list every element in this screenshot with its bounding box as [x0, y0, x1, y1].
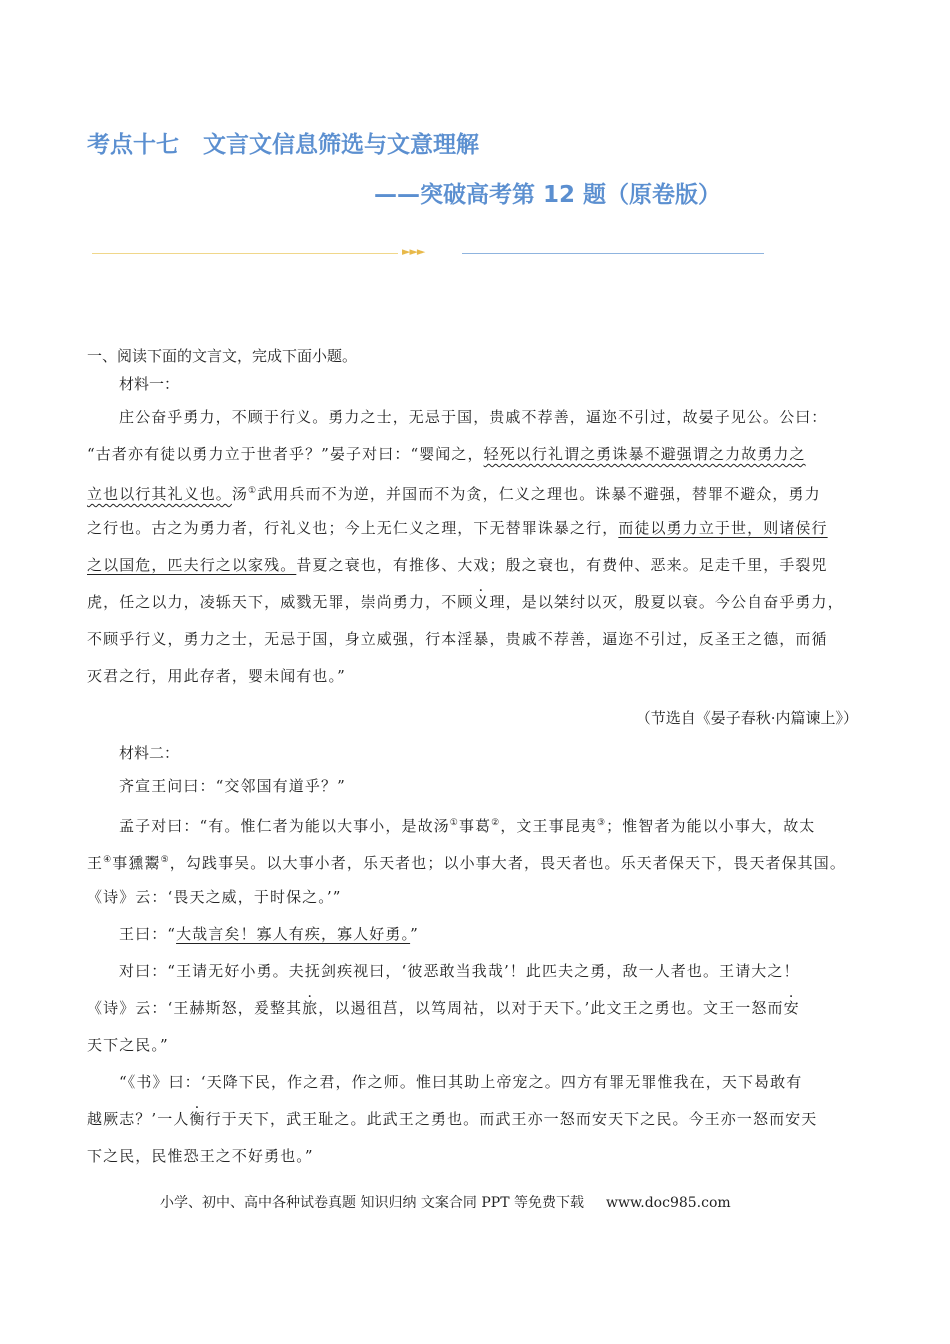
m2-line-2 [119, 813, 815, 836]
m2-line-7 [87, 998, 800, 1018]
m2-line-1: 齐宣王问曰：“交邻国有道乎？” [119, 777, 346, 795]
note-2: ② [491, 818, 501, 828]
m2-l5a: 王曰：“ [119, 925, 177, 943]
arrows-icon: ►►► [402, 245, 425, 258]
m2-l5c: ” [410, 925, 419, 943]
m1-line-5 [87, 555, 828, 575]
m1-line-8: 灭君之行，用此存者，婴未闻有也。” [87, 667, 346, 685]
question-heading: 一、阅读下面的文言文，完成下面小题。 [87, 347, 358, 365]
m1-l6c: 理 [489, 593, 506, 611]
m1-l2a: “古者亦有徒以勇力立于世者乎？”晏子对曰：“婴闻之， [87, 445, 484, 463]
m1-l3b: 汤 [231, 485, 249, 503]
m2-l3a: 王 [87, 854, 104, 872]
title-part2: 文言文信息筛选与文意理解 [203, 132, 479, 158]
note-4: ④ [103, 855, 113, 865]
m1-line-3 [87, 481, 821, 504]
note-1: ① [248, 486, 258, 496]
divider-right [462, 253, 764, 254]
material1-source: （节选自《晏子春秋·内篇谏上》） [635, 709, 858, 727]
m2-l10c: 行于天下，武王耻之。此武王之勇也。而武王亦一怒而安天下之民。今王亦一怒而安天 [205, 1110, 818, 1128]
m2-l7a: 《诗》云：‘王赫斯怒，爰整其 [87, 999, 303, 1017]
m2-l2b: 事葛 [458, 817, 492, 835]
page-subtitle: ——突破高考第 12 题（原卷版） [374, 182, 722, 208]
m1-line-7: 不顾乎行义，勇力之士，无忌于国，身立威强，行本淫暴，贵戚不荐善，逼迩不引过，反圣王之德，而循 [87, 630, 828, 648]
material2-label: 材料二： [119, 744, 180, 762]
m2-line-6: 对曰：“王请无好小勇。夫抚剑疾视曰，‘彼恶敢当我哉’！此匹夫之勇，敌一人者也。王请大之！ [119, 962, 800, 980]
m2-l2d: ；惟智者为能以小事大，故太 [606, 817, 816, 835]
title-part1: 考点十七 [87, 132, 179, 158]
m2-line-4: 《诗》云：‘畏天之威，于时保之。’” [87, 888, 342, 906]
m1-line-1: 庄公奋乎勇力，不顾于行义。勇力之士，无忌于国，贵戚不荐善，逼迩不引过，故晏子见公。公曰： [119, 408, 828, 426]
page-title [87, 126, 479, 159]
m1-underlined-sentence: 而徒以勇力立于世，则诸侯行 [618, 519, 828, 537]
m2-line-8: 天下之民。” [87, 1036, 169, 1054]
dotted-char: 衡 [189, 1110, 206, 1128]
note-3: ③ [596, 818, 607, 828]
m1-line-4 [87, 518, 828, 538]
note-5: ⑤ [160, 855, 170, 865]
note-1: ① [449, 818, 459, 828]
m2-line-3 [87, 850, 846, 873]
m1-l6d: ，是以桀纣以灭，殷夏以衰。今公自奋乎勇力， [505, 593, 844, 611]
m1-underlined-end: 之以国危，匹夫行之以家残。 [87, 556, 297, 574]
m1-wavy-end: 立也以行其礼义也。 [87, 485, 232, 503]
m2-line-9: “《书》曰：‘天降下民，作之君，作之师。惟曰其助上帝宠之。四方有罪无罪惟我在，天下曷敢有 [119, 1073, 803, 1091]
divider-left [92, 253, 398, 254]
dotted-char: 安 [783, 999, 800, 1017]
m1-l3c: 武用兵而不为逆，并国而不为贪，仁义之理也。诛暴不避强，替罪不避众，勇力 [257, 485, 821, 503]
m2-l10a: 越厥志？’一人 [87, 1110, 190, 1128]
footer-text: 小学、初中、高中各种试卷真题 知识归纳 文案合同 PPT 等免费下载 [160, 1195, 584, 1211]
m2-l3c: ，勾践事吴。以大事小者，乐天者也；以小事大者，畏天者也。乐天者保天下，畏天者保其国。 [169, 854, 846, 872]
m2-underlined-sentence: 大哉言矣！寡人有疾，寡人好勇。 [176, 925, 411, 943]
dotted-char: 旅 [302, 999, 319, 1017]
m2-l3b: 事獯鬻 [112, 854, 161, 872]
m1-l4a: 之行也。古之为勇力者，行礼义也；今上无仁义之理，下无替罪诛暴之行， [87, 519, 619, 537]
m1-line-2 [87, 444, 806, 464]
arrow-icons [402, 245, 424, 258]
m1-line-6 [87, 592, 844, 612]
m1-l6a: 虎，任之以力，凌轹天下，威戮无罪，崇尚勇力，不顾 [87, 593, 474, 611]
page-footer [160, 1192, 731, 1212]
m2-l2c: ，文王事昆夷 [500, 817, 597, 835]
m2-l7c: ，以遏徂莒，以笃周祜，以对于天下。’此文王之勇也。文王一怒而 [318, 999, 784, 1017]
material1-label: 材料一： [119, 375, 180, 393]
m2-line-11: 下之民，民惟恐王之不好勇也。” [87, 1147, 314, 1165]
m2-line-5 [119, 924, 419, 944]
footer-url[interactable]: www.doc985.com [605, 1195, 731, 1211]
m2-l2a: 孟子对曰：“有。惟仁者为能以大事小，是故汤 [119, 817, 450, 835]
m2-line-10 [87, 1109, 817, 1129]
m1-wavy-sentence: 轻死以行礼谓之勇诛暴不避强谓之力故勇力之 [483, 445, 806, 463]
m1-l5b: 昔夏之衰也，有推侈、大戏；殷之衰也，有费仲、恶来。足走千里，手裂兕 [296, 556, 828, 574]
dotted-char: 义 [473, 593, 490, 611]
